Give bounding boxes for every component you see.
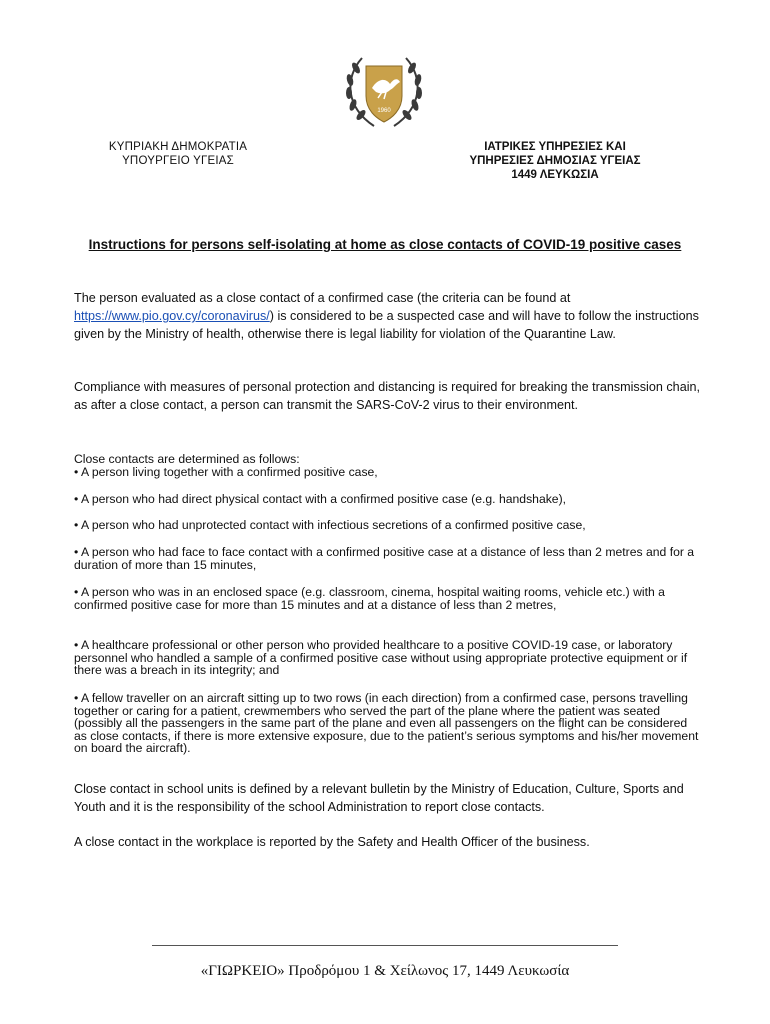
school-paragraph: Close contact in school units is defined by a relevant bulletin by the Ministry of Education, Culture, Sports and Youth and it is the responsibility of the school Administration to report close contacts. (74, 782, 684, 814)
header-republic: ΚΥΠΡΙΑΚΗ ΔΗΜΟΚΡΑΤΙΑ (108, 141, 248, 153)
header-public-health: ΥΠΗΡΕΣΙΕΣ ΔΗΜΟΣΙΑΣ ΥΓΕΙΑΣ (469, 155, 641, 167)
header-right-block (440, 140, 670, 182)
intro-paragraph (74, 289, 700, 343)
bullet-physical-contact: • A person who had direct physical contact with a confirmed positive case (e.g. handshake), (74, 492, 567, 506)
bullet-face-to-face: • A person who had face to face contact with a confirmed positive case at a distance of less than 2 metres and for a duration of more than 15 minutes, (74, 545, 695, 572)
bullet-enclosed-space: • A person who was in an enclosed space (e.g. classroom, cinema, hospital waiting rooms, vehicle etc.) with a confirmed positive case for more than 15 minutes and at a distance of less than 2 metres, (74, 585, 665, 612)
compliance-paragraph: Compliance with measures of personal protection and distancing is required for breaking the transmission chain, as after a close contact, a person can transmit the SARS-CoV-2 virus to their environment. (74, 380, 700, 412)
footer-address: «ΓΙΩΡΚΕΙΟ» Προδρόμου 1 & Χείλωνος 17, 1449 Λευκωσία (200, 963, 570, 979)
document-title: Instructions for persons self-isolating at home as close contacts of COVID-19 positive cases (88, 237, 682, 252)
bullet-healthcare: • A healthcare professional or other person who provided healthcare to a positive COVID-19 case, or laboratory personnel who handled a sample of a confirmed positive case without using appropriate protective equipment or if there was a breach in its integrity; and (74, 638, 688, 677)
workplace-paragraph: A close contact in the workplace is reported by the Safety and Health Officer of the business. (74, 835, 590, 849)
header-medical-services: ΙΑΤΡΙΚΕΣ ΥΠΗΡΕΣΙΕΣ ΚΑΙ (484, 141, 626, 153)
coronavirus-link[interactable]: https://www.pio.gov.cy/coronavirus/ (74, 309, 270, 323)
intro-text-end: ) is considered to be a suspected case and will have to follow the instructions given by the Ministry of health, otherwise there is legal liability for violation of the Quarantine Law. (74, 309, 699, 341)
coat-of-arms-emblem (334, 38, 434, 136)
emblem-year: 1960 (377, 108, 391, 114)
header-city: 1449 ΛΕΥΚΩΣΙΑ (511, 169, 599, 181)
footer-divider (152, 945, 618, 946)
bullet-living-together: • A person living together with a confirmed positive case, (74, 465, 378, 479)
intro-text-start: The person evaluated as a close contact of a confirmed case (the criteria can be found at (74, 291, 571, 305)
emblem-graphic (334, 38, 434, 136)
close-contacts-heading: Close contacts are determined as follows: (74, 452, 300, 466)
header-left-block (78, 140, 278, 168)
bullet-aircraft: • A fellow traveller on an aircraft sitting up to two rows (in each direction) from a confirmed case, persons travelling together or caring for a patient, crewmembers who served the part of the plane where the patient was seated (possibly all the passengers in the same part of the plane and even all passengers on the flight can be considered as close contacts, if there is more extensive exposure, due to the patient’s serious symptoms and his/her movement on board the aircraft). (74, 691, 699, 755)
bullet-secretions: • A person who had unprotected contact with infectious secretions of a confirmed positive case, (74, 518, 586, 532)
header-ministry: ΥΠΟΥΡΓΕΙΟ ΥΓΕΙΑΣ (122, 155, 234, 167)
